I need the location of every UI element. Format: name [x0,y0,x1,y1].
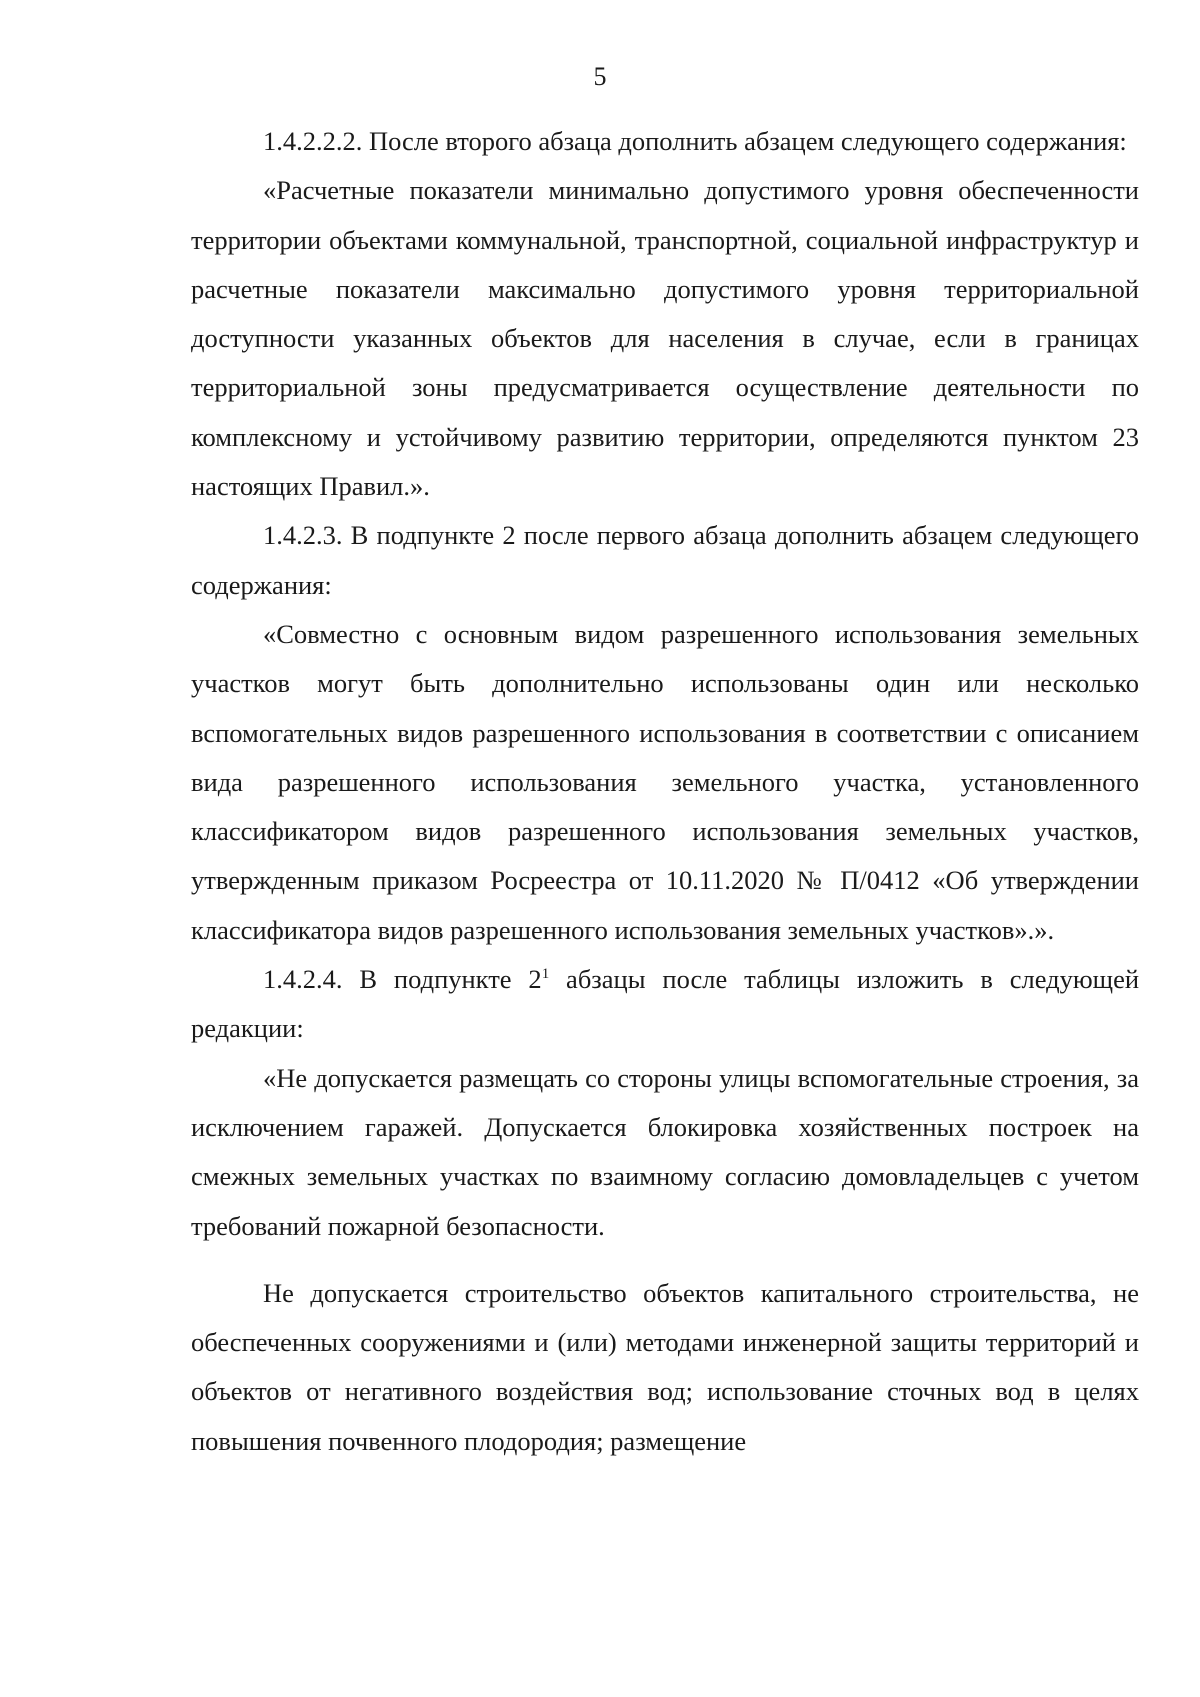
paragraph-construction-prohibitions: Не допускается строительство объектов капитального строительства, не обеспеченных сооружениями и (или) методами инженерной защиты территорий и объектов от негативного воздействия вод; использование сточных вод в целях повышения почвенного плодородия; размещение [191,1277,1139,1456]
paragraph-1-4-2-4 [191,955,1139,1054]
superscript-index: 1 [541,966,550,983]
page-number: 5 [593,62,607,91]
paragraph-1-4-2-4-end: абзацы после таблицы изложить в следующей редакции: [191,964,1140,1044]
document-body [191,117,1139,1466]
paragraph-1-4-2-3: 1.4.2.3. В подпункте 2 после первого абзаца дополнить абзацем следующего содержания: [191,520,1139,600]
quoted-paragraph-permitted-use: «Совместно с основным видом разрешенного использования земельных участков могут быть дополнительно использованы один или несколько вспомогательных видов разрешенного использования в соответствии с описанием вида разрешенного использования земельного участка, установленного классификатором видов разрешенного использования земельных участков, утвержденным приказом Росреестра от 10.11.2020 № П/0412 «Об утверждении классификатора видов разрешенного использования земельных участков».». [191,618,1139,945]
quoted-paragraph-auxiliary-buildings: «Не допускается размещать со стороны улицы вспомогательные строения, за исключением гаражей. Допускается блокировка хозяйственных построек на смежных земельных участках по взаимному согласию домовладельцев с учетом требований пожарной безопасности. [191,1062,1139,1241]
quoted-paragraph-calculation-indicators: «Расчетные показатели минимально допустимого уровня обеспеченности территории объектами коммунальной, транспортной, социальной инфраструктур и расчетные показатели максимально допустимого уровня территориальной доступности указанных объектов для населения в случае, если в границах территориальной зоны предусматривается осуществление деятельности по комплексному и устойчивому развитию территории, определяются пунктом 23 настоящих Правил.». [191,175,1139,502]
paragraph-1-4-2-2-2: 1.4.2.2.2. После второго абзаца дополнить абзацем следующего содержания: [263,126,1127,156]
paragraph-1-4-2-4-start: 1.4.2.4. В подпункте 2 [263,964,542,995]
